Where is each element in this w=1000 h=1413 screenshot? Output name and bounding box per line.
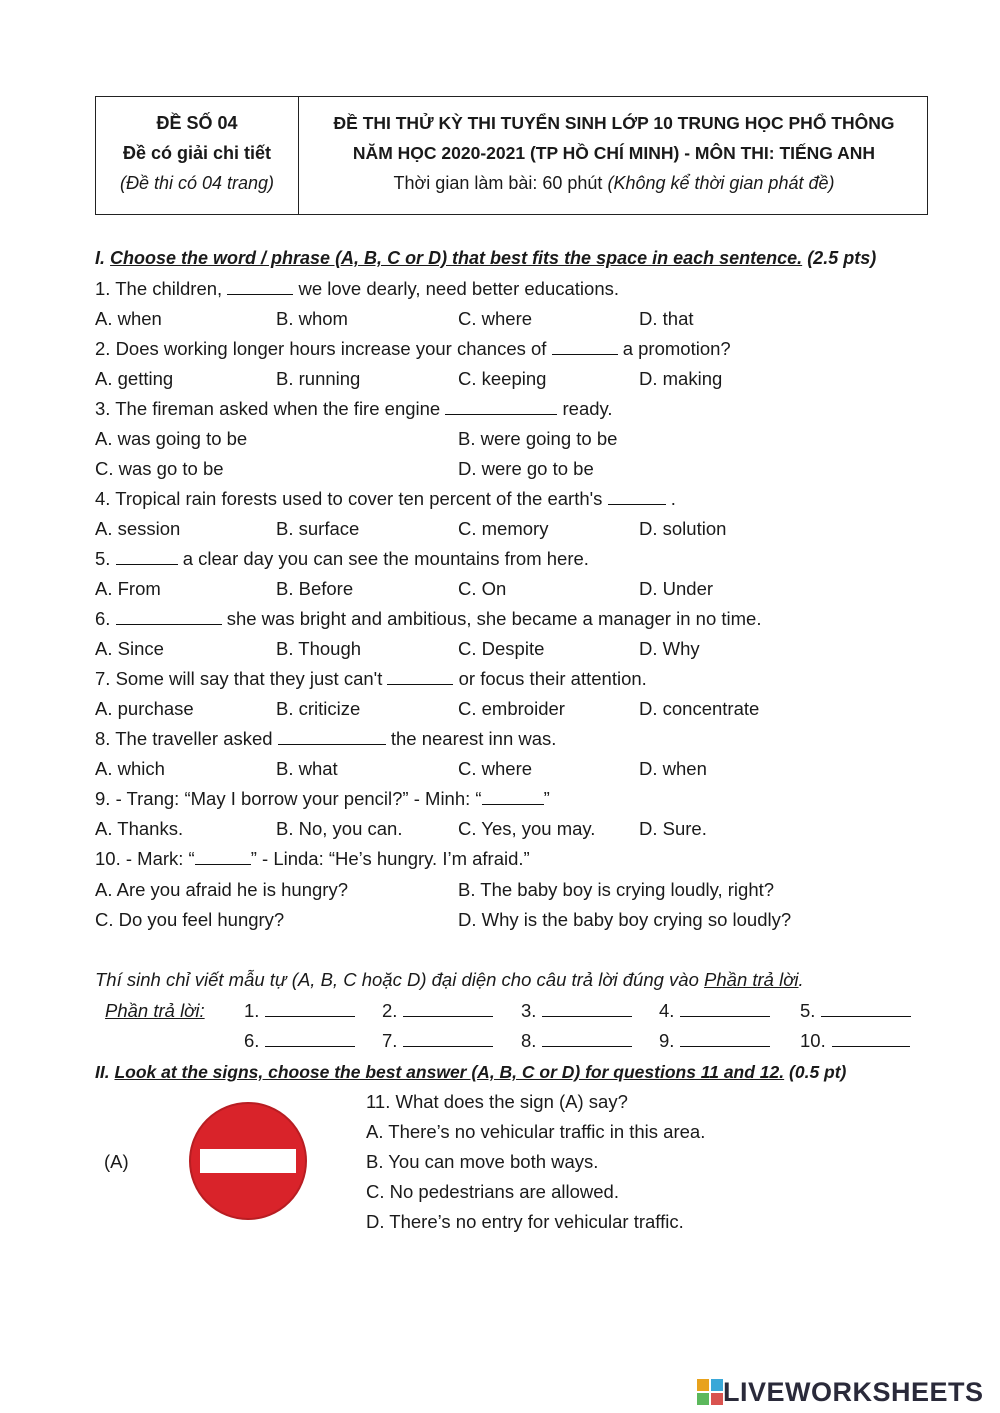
exam-time <box>300 173 928 193</box>
option: D. Sure. <box>639 818 707 839</box>
exam-pages: (Đề thi có 04 trang) <box>119 173 275 193</box>
question-text: 5. <box>95 548 111 569</box>
option: B. surface <box>276 518 360 539</box>
answer-slot-10[interactable] <box>800 1030 910 1052</box>
liveworksheets-logo-icon <box>697 1379 723 1405</box>
question-text: 4. Tropical rain forests used to cover ten percent of the earth's <box>95 488 603 509</box>
answer-blank <box>445 400 557 415</box>
question-text: 6. <box>95 608 111 629</box>
exam-time-note: (Không kể thời gian phát đề) <box>607 173 835 193</box>
question-text: she was bright and ambitious, she became a manager in no time. <box>226 608 762 629</box>
option: A. when <box>95 308 162 329</box>
exam-subtitle: Đề có giải chi tiết <box>122 143 272 163</box>
answer-line[interactable] <box>542 1032 632 1047</box>
question-9 <box>95 788 550 810</box>
question-text: or focus their attention. <box>458 668 647 689</box>
question-5 <box>95 548 589 570</box>
sign-label: (A) <box>104 1151 129 1172</box>
question-text: the nearest inn was. <box>390 728 557 749</box>
option: B. No, you can. <box>276 818 403 839</box>
answer-slot-8[interactable] <box>521 1030 632 1052</box>
logo-text: LIVEWORKSHEETS <box>723 1376 984 1407</box>
answer-slot-5[interactable] <box>800 1000 911 1022</box>
section2-instruction: Look at the signs, choose the best answer (A, B, C or D) for questions 11 and 12. <box>114 1062 785 1082</box>
question-text: a clear day you can see the mountains from here. <box>182 548 589 569</box>
option: A. purchase <box>95 698 194 719</box>
answer-line[interactable] <box>403 1002 493 1017</box>
answer-number: 2. <box>382 1000 398 1021</box>
option: A. Are you afraid he is hungry? <box>95 879 348 900</box>
question-text: 7. Some will say that they just can't <box>95 668 383 689</box>
answer-blank <box>116 550 178 565</box>
answer-blank <box>552 340 618 355</box>
question-3 <box>95 398 613 420</box>
answer-line[interactable] <box>680 1032 770 1047</box>
question-8 <box>95 728 556 750</box>
option: A. From <box>95 578 161 599</box>
option: C. No pedestrians are allowed. <box>366 1181 619 1202</box>
option: D. were go to be <box>458 458 594 479</box>
answer-instruction-text: Thí sinh chỉ viết mẫu tự (A, B, C hoặc D) đại diện cho câu trả lời đúng vào <box>95 969 699 990</box>
answer-number: 5. <box>800 1000 816 1021</box>
option: C. On <box>458 578 507 599</box>
option: B. criticize <box>276 698 361 719</box>
answer-number: 4. <box>659 1000 675 1021</box>
no-entry-sign-icon <box>188 1101 308 1221</box>
question-2 <box>95 338 731 360</box>
answer-line[interactable] <box>680 1002 770 1017</box>
answer-line[interactable] <box>265 1002 355 1017</box>
question-text: a promotion? <box>622 338 731 359</box>
answer-blank <box>278 730 386 745</box>
section1-heading <box>95 247 876 269</box>
answer-number: 3. <box>521 1000 537 1021</box>
question-text: 8. The traveller asked <box>95 728 273 749</box>
question-1 <box>95 278 619 300</box>
answer-number: 7. <box>382 1030 398 1051</box>
question-text: we love dearly, need better educations. <box>298 278 619 299</box>
option: B. The baby boy is crying loudly, right? <box>458 879 775 900</box>
option: D. Under <box>639 578 714 599</box>
answer-slot-4[interactable] <box>659 1000 770 1022</box>
question-text: ready. <box>562 398 613 419</box>
option: A. Since <box>95 638 164 659</box>
answer-line[interactable] <box>403 1032 493 1047</box>
answer-slot-6[interactable] <box>244 1030 355 1052</box>
option: C. embroider <box>458 698 565 719</box>
answer-line[interactable] <box>542 1002 632 1017</box>
option: A. getting <box>95 368 174 389</box>
answer-line[interactable] <box>821 1002 911 1017</box>
answer-section-link: Phần trả lời <box>704 969 799 990</box>
liveworksheets-logo[interactable] <box>697 1377 984 1407</box>
section2-heading <box>95 1061 846 1083</box>
question-text: . <box>670 488 676 509</box>
answer-slot-9[interactable] <box>659 1030 770 1052</box>
option: B. were going to be <box>458 428 618 449</box>
option: B. what <box>276 758 338 779</box>
question-11: 11. What does the sign (A) say? <box>366 1091 628 1112</box>
option: C. Yes, you may. <box>458 818 596 839</box>
exam-title-line2: NĂM HỌC 2020-2021 (TP HỒ CHÍ MINH) - MÔN THI: TIẾNG ANH <box>352 143 876 163</box>
answer-slot-1[interactable] <box>244 1000 355 1022</box>
option: B. You can move both ways. <box>366 1151 599 1172</box>
answer-instruction-end: . <box>798 969 804 990</box>
answer-blank <box>195 850 251 865</box>
option: D. Why <box>639 638 700 659</box>
answer-number: 8. <box>521 1030 537 1051</box>
answer-number: 1. <box>244 1000 260 1021</box>
answer-slot-7[interactable] <box>382 1030 493 1052</box>
section2-points: (0.5 pt) <box>789 1062 847 1082</box>
option: B. whom <box>276 308 348 329</box>
answer-number: 9. <box>659 1030 675 1051</box>
option: A. was going to be <box>95 428 248 449</box>
section1-instruction: Choose the word / phrase (A, B, C or D) that best fits the space in each sentence. <box>110 248 803 268</box>
answer-number: 10. <box>800 1030 826 1051</box>
exam-code: ĐỀ SỐ 04 <box>156 113 238 133</box>
answer-instruction <box>95 969 804 991</box>
exam-time-text: Thời gian làm bài: 60 phút <box>393 173 603 193</box>
option: C. where <box>458 758 533 779</box>
answer-slot-3[interactable] <box>521 1000 632 1022</box>
option: D. when <box>639 758 707 779</box>
question-text: 9. - Trang: “May I borrow your pencil?” - Minh: “ <box>95 788 482 809</box>
answer-line[interactable] <box>265 1032 355 1047</box>
answer-blank <box>387 670 453 685</box>
option: A. There’s no vehicular traffic in this area. <box>366 1121 706 1142</box>
option: B. running <box>276 368 361 389</box>
option: D. Why is the baby boy crying so loudly? <box>458 909 792 930</box>
option: A. which <box>95 758 165 779</box>
exam-title-line1: ĐỀ THI THỬ KỲ THI TUYỂN SINH LỚP 10 TRUNG HỌC PHỔ THÔNG <box>333 113 895 133</box>
option: C. memory <box>458 518 549 539</box>
option: D. making <box>639 368 723 389</box>
question-10 <box>95 848 530 870</box>
option: D. that <box>639 308 694 329</box>
section1-number: I. <box>95 248 106 268</box>
question-text: 2. Does working longer hours increase your chances of <box>95 338 547 359</box>
option: C. where <box>458 308 533 329</box>
answer-line[interactable] <box>832 1032 910 1047</box>
option: A. Thanks. <box>95 818 184 839</box>
question-4 <box>95 488 676 510</box>
option: B. Though <box>276 638 362 659</box>
option: B. Before <box>276 578 354 599</box>
answer-blank <box>482 790 544 805</box>
question-text: 1. The children, <box>95 278 223 299</box>
option: C. keeping <box>458 368 547 389</box>
option: A. session <box>95 518 181 539</box>
question-text: 3. The fireman asked when the fire engine <box>95 398 441 419</box>
option: D. There’s no entry for vehicular traffic. <box>366 1211 684 1232</box>
answer-slot-2[interactable] <box>382 1000 493 1022</box>
question-6 <box>95 608 761 630</box>
option: D. concentrate <box>639 698 760 719</box>
option: C. Do you feel hungry? <box>95 909 285 930</box>
option: D. solution <box>639 518 727 539</box>
answer-number: 6. <box>244 1030 260 1051</box>
answer-blank <box>227 280 293 295</box>
section1-points: (2.5 pts) <box>807 248 877 268</box>
question-text: 10. - Mark: “ <box>95 848 195 869</box>
question-text: ” <box>543 788 550 809</box>
answer-blank <box>608 490 666 505</box>
answer-blank <box>116 610 222 625</box>
option: C. Despite <box>458 638 545 659</box>
option: C. was go to be <box>95 458 224 479</box>
section2-number: II. <box>95 1062 110 1082</box>
question-text: ” - Linda: “He’s hungry. I’m afraid.” <box>250 848 530 869</box>
answer-label: Phần trả lời: <box>105 1000 205 1021</box>
question-7 <box>95 668 647 690</box>
